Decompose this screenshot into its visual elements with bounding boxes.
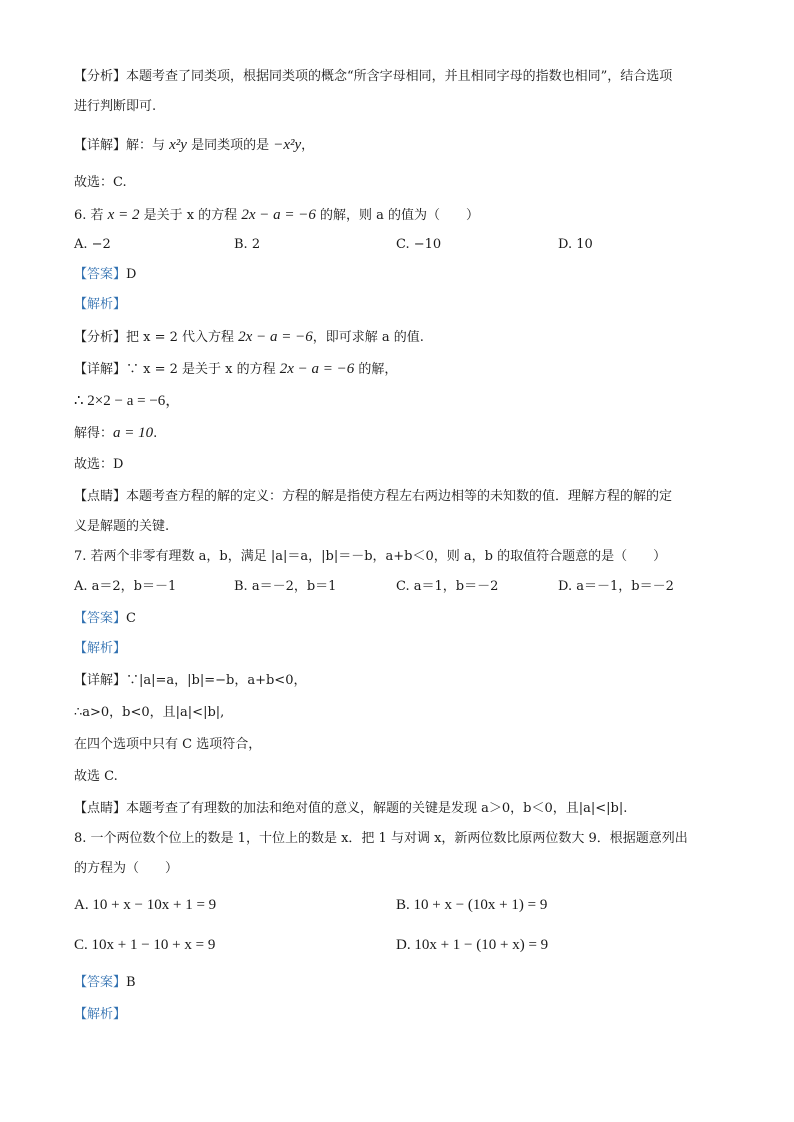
option-b: B. 2 xyxy=(234,237,261,252)
answer-6 xyxy=(74,266,136,284)
analysis-line-2: 进行判断即可. xyxy=(74,99,157,114)
choice-line: 故选：D xyxy=(74,457,124,472)
option-d: D. 10 xyxy=(558,237,593,252)
solve-line xyxy=(74,424,157,443)
step-line: 在四个选项中只有 C 选项符合， xyxy=(74,737,262,752)
answer-label: 【答案】 xyxy=(74,611,127,626)
math-expression: a = 10 xyxy=(113,425,154,441)
question-text: 6. 若 xyxy=(74,208,108,223)
question-text: 的解，则 a 的值为（ ） xyxy=(315,208,480,223)
detail-prefix: 【详解】解：与 xyxy=(74,138,170,153)
option-a: A. a＝2，b＝－1 xyxy=(74,579,177,594)
remark-line-2: 义是解题的关键. xyxy=(74,519,170,534)
explanation-heading: 【解析】 xyxy=(74,641,127,656)
analysis-line-1: 【分析】本题考查了同类项，根据同类项的概念“所含字母相同，并且相同字母的指数也相同”，结合选项 xyxy=(74,69,673,84)
math-expression: 2x − a = −6 xyxy=(279,361,355,377)
math-expression: −x²y xyxy=(273,137,302,153)
detail-6 xyxy=(74,360,397,379)
detail-line xyxy=(74,136,314,155)
answer-7 xyxy=(74,610,136,628)
explanation-heading: 【解析】 xyxy=(74,1007,127,1022)
choice-line: 故选：C. xyxy=(74,175,127,190)
question-8-options-row-1 xyxy=(74,896,734,918)
analysis-6 xyxy=(74,328,424,347)
math-expression: 2x − a = −6 xyxy=(241,207,316,223)
math-expression: 2x − a = −6 xyxy=(238,329,313,345)
option-c: C. a＝1，b＝－2 xyxy=(396,579,499,594)
option-c: C. −10 xyxy=(396,237,442,252)
answer-8 xyxy=(74,974,136,992)
question-8-line-2: 的方程为（ ） xyxy=(74,861,179,876)
detail-text: 【详解】∵ x = 2 是关于 x 的方程 xyxy=(74,362,280,377)
remark-7: 【点睛】本题考查了有理数的加法和绝对值的意义，解题的关键是发现 a＞0，b＜0，且|a|<|b|. xyxy=(74,801,628,816)
step-line: ∴ 2×2 − a = −6， xyxy=(74,393,181,409)
answer-value: D xyxy=(126,267,137,282)
step-line: ∴a>0，b<0，且|a|<|b|, xyxy=(74,705,225,720)
option-b: B. a＝－2，b＝1 xyxy=(234,579,337,594)
detail-text: 的解， xyxy=(354,362,398,377)
math-expression: x²y xyxy=(169,137,187,153)
detail-7: 【详解】∵|a|=a，|b|=−b，a+b<0， xyxy=(74,673,307,688)
question-7-options xyxy=(74,578,734,600)
analysis-text: ，即可求解 a 的值. xyxy=(312,330,424,345)
math-expression: x = 2 xyxy=(107,207,140,223)
analysis-text: 【分析】把 x = 2 代入方程 xyxy=(74,330,239,345)
question-7: 7. 若两个非零有理数 a，b，满足 |a|＝a，|b|＝－b，a+b＜0，则 a，b 的取值符合题意的是（ ） xyxy=(74,549,667,564)
question-8-line-1: 8. 一个两位数个位上的数是 1，十位上的数是 x．把 1 与对调 x，新两位数比原两位数大 9．根据题意列出 xyxy=(74,831,688,846)
question-6 xyxy=(74,206,479,225)
solve-suffix: . xyxy=(153,426,158,441)
option-a: A. −2 xyxy=(74,237,111,252)
choice-line: 故选 C. xyxy=(74,769,118,784)
question-6-options xyxy=(74,236,734,258)
option-b: B. 10 + x − (10x + 1) = 9 xyxy=(396,897,548,913)
question-8-options-row-2 xyxy=(74,936,734,958)
option-d: D. 10x + 1 − (10 + x) = 9 xyxy=(396,937,549,953)
answer-label: 【答案】 xyxy=(74,267,127,282)
answer-value: C xyxy=(126,611,136,626)
option-d: D. a＝－1，b＝－2 xyxy=(558,579,674,594)
solve-label: 解得： xyxy=(74,426,114,441)
option-a: A. 10 + x − 10x + 1 = 9 xyxy=(74,897,217,913)
answer-label: 【答案】 xyxy=(74,975,127,990)
answer-value: B xyxy=(126,975,136,990)
option-c: C. 10x + 1 − 10 + x = 9 xyxy=(74,937,216,953)
remark-line-1: 【点睛】本题考查方程的解的定义：方程的解是指使方程左右两边相等的未知数的值．理解方程的解的定 xyxy=(74,489,673,504)
detail-suffix: ， xyxy=(301,138,315,153)
question-text: 是关于 x 的方程 xyxy=(139,208,242,223)
detail-middle: 是同类项的是 xyxy=(186,138,274,153)
explanation-heading: 【解析】 xyxy=(74,297,127,312)
